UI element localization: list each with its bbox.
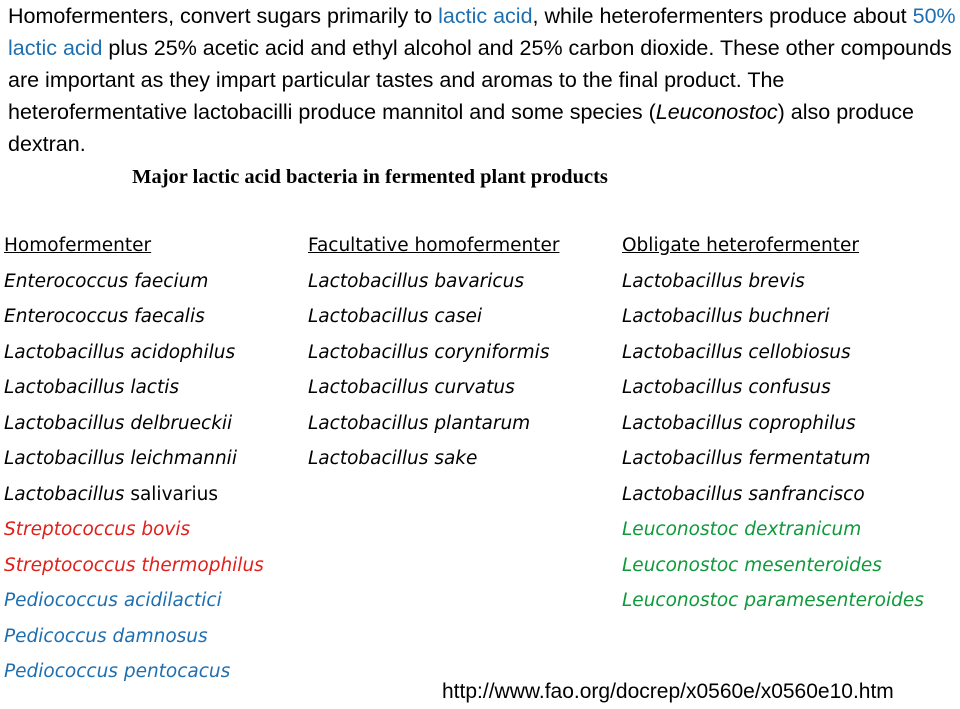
species-name: bovis (141, 519, 191, 540)
source-url[interactable]: http://www.fao.org/docrep/x0560e/x0560e10.htm (442, 680, 894, 703)
species-name: sanfrancisco (748, 483, 865, 505)
column-header: Homofermenter (4, 235, 152, 256)
species-entry (4, 477, 264, 513)
species-name: acidilactici (123, 590, 222, 611)
genus-name: Streptococcus (4, 554, 136, 576)
species-entry (4, 512, 264, 548)
species-name: bavaricus (434, 270, 524, 292)
genus-name: Lactobacillus (622, 341, 743, 363)
species-name: casei (434, 306, 482, 327)
species-entry (308, 335, 559, 371)
genus-name: Leuconostoc (622, 554, 739, 576)
species-name: delbrueckii (130, 412, 233, 434)
species-entry (308, 299, 559, 335)
genus-name: Pedicoccus (4, 625, 107, 647)
intro-lactic-acid: lactic acid (438, 4, 533, 28)
species-entry (308, 441, 559, 477)
column-obligate-heterofermenter (622, 228, 924, 619)
column-header: Facultative homofermenter (308, 235, 560, 256)
column-rows (4, 264, 264, 690)
species-name: faecium (134, 270, 209, 292)
genus-name: Pediococcus (4, 661, 118, 682)
species-name: leichmannii (130, 448, 237, 469)
species-entry (622, 335, 924, 371)
intro-fifty-percent: 50% lactic acid (8, 4, 956, 60)
genus-name: Lactobacillus (4, 448, 125, 469)
species-entry (308, 264, 559, 300)
species-entry (308, 370, 559, 406)
species-name: curvatus (434, 377, 515, 398)
column-homofermenter (4, 228, 264, 690)
species-entry (622, 583, 924, 619)
species-name: fermentatum (748, 448, 871, 469)
intro-text-1: Homofermenters, convert sugars primarily to (8, 4, 439, 28)
species-name: damnosus (112, 625, 208, 647)
genus-name: Lactobacillus (4, 412, 125, 434)
table-title (0, 166, 960, 189)
intro-text-4: ) also produce dextran. (8, 100, 914, 156)
species-entry (4, 406, 264, 442)
species-name: sake (434, 448, 478, 469)
intro-paragraph (8, 0, 958, 160)
species-entry (4, 370, 264, 406)
genus-name: Lactobacillus (308, 377, 429, 398)
genus-name: Enterococcus (4, 306, 129, 327)
genus-name: Pediococcus (4, 590, 118, 611)
species-name: paramesenteroides (744, 590, 924, 611)
genus-name: Lactobacillus (622, 270, 743, 292)
species-entry (622, 264, 924, 300)
species-entry (4, 548, 264, 584)
species-entry (308, 406, 559, 442)
species-entry (622, 370, 924, 406)
species-entry (4, 441, 264, 477)
genus-name: Lactobacillus (308, 412, 429, 434)
genus-name: Lactobacillus (308, 341, 429, 363)
species-name: thermophilus (141, 554, 264, 576)
table-title-text: Major lactic acid bacteria in fermented plant products (132, 166, 608, 188)
genus-name: Lactobacillus (4, 341, 125, 363)
species-name: dextranicum (744, 519, 862, 540)
species-name: confusus (748, 377, 831, 398)
intro-leuconostoc: Leuconostoc (655, 100, 778, 124)
genus-name: Leuconostoc (622, 519, 739, 540)
intro-text-3: plus 25% acetic acid and ethyl alcohol and 25% carbon dioxide. These other compounds are important as they impart particular tastes and aromas to the final product. The heterofermentative lactobacilli produce mannitol and some species ( (8, 36, 952, 124)
species-entry (4, 583, 264, 619)
genus-name: Lactobacillus (4, 377, 125, 398)
genus-name: Lactobacillus (622, 448, 743, 469)
genus-name: Lactobacillus (622, 483, 743, 505)
species-entry (622, 477, 924, 513)
species-entry (4, 654, 264, 690)
species-name: cellobiosus (748, 341, 851, 363)
column-rows (622, 264, 924, 619)
species-name: coprophilus (748, 412, 856, 434)
genus-name: Lactobacillus (622, 412, 743, 434)
species-name: lactis (130, 377, 179, 398)
genus-name: Lactobacillus (308, 306, 429, 327)
species-name: buchneri (748, 306, 830, 327)
species-name: salivarius (130, 483, 218, 505)
species-name: mesenteroides (744, 554, 882, 576)
genus-name: Lactobacillus (622, 306, 743, 327)
genus-name: Enterococcus (4, 270, 129, 292)
genus-name: Lactobacillus (308, 270, 429, 292)
genus-name: Lactobacillus (622, 377, 743, 398)
species-name: plantarum (434, 412, 531, 434)
species-entry (622, 512, 924, 548)
species-entry (622, 441, 924, 477)
genus-name: Lactobacillus (308, 448, 429, 469)
column-header: Obligate heterofermenter (622, 235, 859, 256)
genus-name: Lactobacillus (4, 483, 125, 505)
species-entry (622, 548, 924, 584)
species-name: coryniformis (434, 341, 550, 363)
species-entry (4, 619, 264, 655)
species-entry (622, 406, 924, 442)
column-facultative-homofermenter (308, 228, 559, 477)
species-entry (4, 264, 264, 300)
column-rows (308, 264, 559, 477)
species-entry (4, 299, 264, 335)
species-name: pentocacus (123, 661, 231, 682)
species-name: faecalis (134, 306, 205, 327)
genus-name: Streptococcus (4, 519, 136, 540)
species-name: brevis (748, 270, 805, 292)
genus-name: Leuconostoc (622, 590, 739, 611)
intro-text-2: , while heterofermenters produce about (532, 4, 913, 28)
species-entry (622, 299, 924, 335)
species-name: acidophilus (130, 341, 236, 363)
species-entry (4, 335, 264, 371)
